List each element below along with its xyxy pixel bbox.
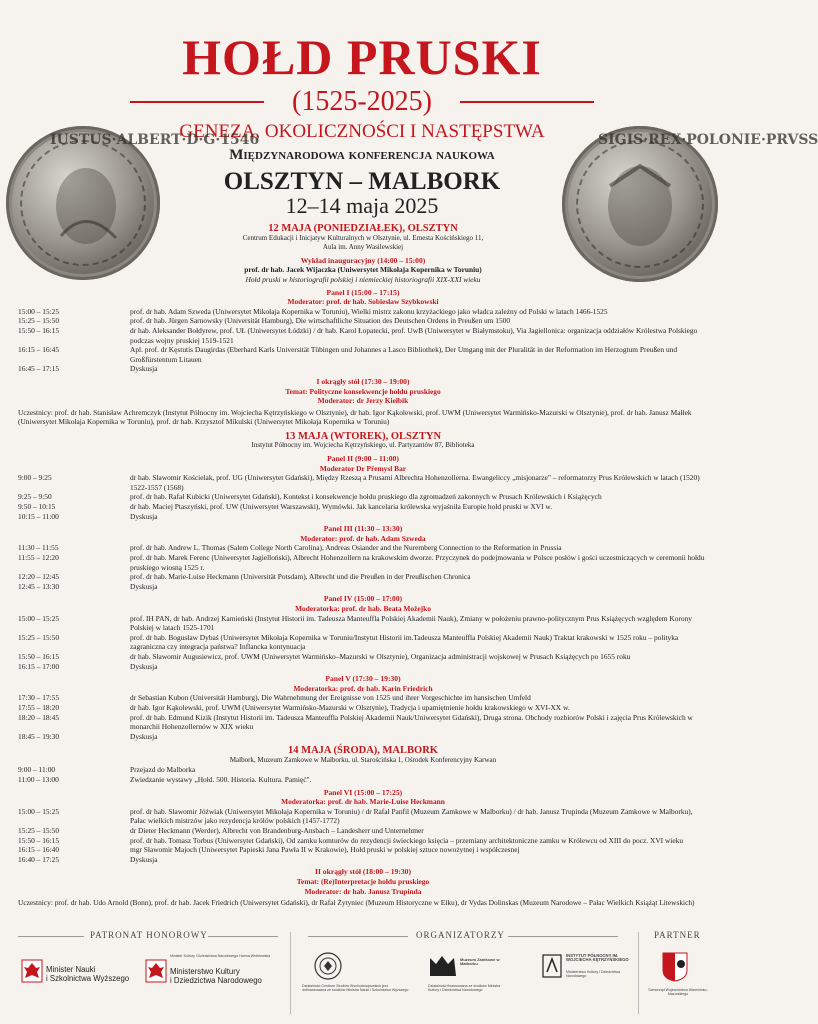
coin-right-legend: SIGIS·REX·POLONIE·PRVSS xyxy=(598,132,818,148)
coin-left-legend: IUSTUS·ALBERT·D·G·1546 xyxy=(50,132,260,148)
patron2-name: Ministerstwo Kultury i Dziedzictwa Narodowego xyxy=(170,967,262,985)
talk-description: Przejazd do Malborka xyxy=(130,765,196,775)
round2-heading: II okrągły stół (18:00 – 19:30) xyxy=(315,867,411,877)
org3-name: INSTYTUT PÓŁNOCNY IM. WOJCIECHA KĘTRZYŃSKIEGO xyxy=(566,953,629,963)
time-slot: 16:40 – 17:25 xyxy=(18,854,60,864)
round1-topic: Temat: Polityczne konsekwencje hołdu pruskiego xyxy=(285,386,441,396)
schedule-row xyxy=(18,845,708,855)
time-slot: 12:45 – 13:30 xyxy=(18,581,60,591)
time-slot: 15:25 – 15:50 xyxy=(18,826,60,836)
talk-description: prof. dr hab. Adam Szweda (Uniwersytet Mikołaja Kopernika w Toruniu), Wielki mistrz zakonu krzyżackiego jako władca zależny od Polski w latach 1466-1525 xyxy=(130,306,608,316)
eagle-emblem-icon xyxy=(22,960,42,982)
talk-description: Dyskusja xyxy=(130,581,158,591)
footer-divider-1 xyxy=(290,932,291,1014)
panel5-moderator: Moderatorka: prof. dr hab. Karin Friedrich xyxy=(293,683,433,693)
org1-note: Działalność Centrum Studiów Wschodniopruskich jest dofinansowana ze środków Ministra Nauki i Szkolnictwa Wyższego xyxy=(302,984,409,993)
day1-location: Centrum Edukacji i Inicjatyw Kulturalnych w Olsztynie, ul. Ernesta Kościńskiego 11, xyxy=(242,233,484,242)
talk-description: prof. dr hab. Tomasz Torbus (Uniwersytet Gdański), Od zamku komturów do rezydencji świeckiego księcia – przemiany architektoniczne zamku w Królewcu od XIII do pocz. XVI wieku xyxy=(130,835,684,845)
time-slot: 9:00 – 9:25 xyxy=(18,473,52,483)
org-line-right xyxy=(508,936,618,937)
time-slot: 18:45 – 19:30 xyxy=(18,731,60,741)
schedule-row xyxy=(18,713,708,732)
schedule-row xyxy=(18,775,708,785)
time-slot: 15:25 – 15:50 xyxy=(18,632,60,642)
schedule-row xyxy=(18,633,708,652)
day1-location-aula: Aula im. Anny Wasilewskiej xyxy=(322,243,404,252)
time-slot: 11:30 – 11:55 xyxy=(18,543,59,553)
schedule-row xyxy=(18,614,708,633)
subtitle: GENEZA, OKOLICZNOŚCI I NASTĘPSTWA xyxy=(179,121,545,142)
talk-description: dr Dieter Heckmann (Werder), Albrecht von Brandenburg-Ansbach – Landesherr und Unternehmer xyxy=(130,826,424,836)
panel5-list xyxy=(18,693,708,741)
patron-line-right xyxy=(208,936,278,937)
talk-description: Dyskusja xyxy=(130,511,158,521)
schedule-row xyxy=(18,826,708,836)
talk-description: dr hab. Aleksander Bołdyrew, prof. UŁ (Uniwersytet Łódzki) / dr hab. Karol Łopatecki, prof. UwB (Uniwersytet w Białymstoku), Via Jagiellonica: organizacja oddziałów Królestwa Polskiego podczas wojny pruskiej 1519-1521 xyxy=(130,325,698,345)
years: (1525-2025) xyxy=(292,86,432,117)
panel1-moderator: Moderator: prof. dr hab. Sobiesław Szybkowski xyxy=(287,297,439,307)
time-slot: 9:25 – 9:50 xyxy=(18,492,52,502)
talk-description: Dyskusja xyxy=(130,661,158,671)
talk-description: prof. IH PAN, dr hab. Andrzej Kamieński (Instytut Historii im. Tadeusza Manteuffla Polskiej Akademii Nauk), Zmiany w położeniu prawno-politycznym Prus Książęcych względem Korony Polskiej w latach 1525-1701 xyxy=(130,613,692,633)
partner-name: Samorząd Województwa Warmińsko-Mazurskiego xyxy=(648,988,708,997)
round1-heading: I okrągły stół (17:30 – 19:00) xyxy=(316,376,410,386)
panel2-list xyxy=(18,473,708,521)
time-slot: 16:45 – 17:15 xyxy=(18,364,60,374)
time-slot: 17:30 – 17:55 xyxy=(18,693,60,703)
schedule-row xyxy=(18,732,708,742)
day2-heading: 13 MAJA (WTOREK), OLSZTYN xyxy=(284,430,442,442)
day3-opening-list xyxy=(18,765,708,784)
talk-description: Apl. prof. dr Kęstutis Daugirdas (Eberhard Karls Universität Tübingen und Johannes a Lasco Bibliothek), Der Umgang mit der Pluralität in der Reformation im Herzogtum Preußen und Großfürstentum Litauen xyxy=(130,345,678,364)
eagle-emblem-icon xyxy=(146,960,166,982)
round2-moderator: Moderator: dr hab. Janusz Trupinda xyxy=(304,886,422,896)
time-slot: 10:15 – 11:00 xyxy=(18,511,59,521)
panel5-heading: Panel V (17:30 – 19:30) xyxy=(325,674,401,684)
panel6-list xyxy=(18,807,708,865)
footer xyxy=(18,930,708,1018)
round2-participants: Uczestnicy: prof. dr hab. Udo Arnold (Bonn), prof. dr hab. Jacek Friedrich (Uniwersytet Gdański), dr Rafał Żytyniec (Muzeum Historyczne w Ełku), dr Vydas Dolinskas (Muzeum Narodowe – Pałac Wielkich Książąt Litewskich) xyxy=(18,898,695,908)
time-slot: 15:50 – 16:15 xyxy=(18,651,60,661)
talk-description: prof. dr hab. Rafał Kubicki (Uniwersytet Gdański), Kontekst i konsekwencje hołdu pruskiego dla zgromadzeń zakonnych w Prusach Królewskich i Książęcych xyxy=(130,492,602,502)
talk-description: prof. dr hab. Jürgen Sarnowsky (Universität Hamburg), Die wirtschaftliche Situation des Deutschen Ordens in Preußen um 1500 xyxy=(130,316,511,326)
organizers-label: ORGANIZATORZY xyxy=(416,930,505,940)
time-slot: 18:20 – 18:45 xyxy=(18,712,60,722)
time-slot: 16:15 – 16:45 xyxy=(18,345,60,355)
panel1-heading: Panel I (15:00 – 17:15) xyxy=(326,287,400,297)
org3-note: Ministerstwo Kultury i Dziedzictwa Narodowego xyxy=(566,970,621,979)
schedule-row xyxy=(18,316,708,326)
time-slot: 17:55 – 18:20 xyxy=(18,702,60,712)
day3-heading: 14 MAJA (ŚRODA), MALBORK xyxy=(288,745,438,757)
programme xyxy=(18,222,708,908)
panel6-moderator: Moderatorka: prof. dr hab. Marie-Luise Heckmann xyxy=(281,797,445,807)
schedule-row xyxy=(18,703,708,713)
talk-description: dr Sebastian Kubon (Universität Hamburg), Die Wahrnehmung der Ereignisse von 1525 und ihrer Vorgeschichte im hansischen Umfeld xyxy=(130,693,531,703)
panel1-list xyxy=(18,307,708,374)
schedule-row xyxy=(18,807,708,826)
talk-description: dr hab. Sławomir Augusiewicz, prof. UWM (Uniwersytet Warmińsko–Mazurski w Olsztynie), Organizacja administracji wojskowej w Prusach Książęcych po 1655 roku xyxy=(130,651,631,661)
time-slot: 15:00 – 15:25 xyxy=(18,806,60,816)
schedule-row xyxy=(18,572,708,582)
schedule-row xyxy=(18,364,708,374)
time-slot: 11:00 – 13:00 xyxy=(18,775,59,785)
conference-type: Międzynarodowa konferencja naukowa xyxy=(229,147,495,163)
time-slot: 15:50 – 16:15 xyxy=(18,835,60,845)
time-slot: 15:50 – 16:15 xyxy=(18,325,60,335)
round2-topic: Temat: (Re)Interpretacje hołdu pruskiego xyxy=(296,877,430,886)
schedule-row xyxy=(18,345,708,364)
time-slot: 9:00 – 11:00 xyxy=(18,765,56,775)
day3-location: Malbork, Muzeum Zamkowe w Malborku, ul. Starościńska 1, Ośrodek Konferencyjny Karwan xyxy=(229,755,497,764)
footer-divider-2 xyxy=(638,932,639,1014)
keynote-title: Hołd pruski w historiografii polskiej i niemieckiej historiografii XIX-XXI wieku xyxy=(245,274,481,284)
talk-description: prof. dr hab. Marek Ferenc (Uniwersytet Jagielloński), Albrecht Hohenzollern na krakowskim dworze. Przyczynek do podejmowania w Polsce posłów i gości uczestniczących w ceremonii hołdu pruskiego wiosną 1525 r. xyxy=(130,553,705,572)
schedule-row xyxy=(18,512,708,522)
schedule-row xyxy=(18,326,708,345)
day2-location: Instytut Północny im. Wojciecha Kętrzyńskiego, ul. Partyzantów 87, Biblioteka xyxy=(251,441,475,450)
panel6-heading: Panel VI (15:00 – 17:25) xyxy=(323,787,403,797)
org2-name: Muzeum Zamkowe w Malborku xyxy=(460,957,500,967)
schedule-row xyxy=(18,543,708,553)
org-line-left xyxy=(308,936,408,937)
talk-description: Zwiedzanie wystawy „Hołd. 500. Historia. Kultura. Pamięć". xyxy=(130,775,312,785)
panel3-list xyxy=(18,543,708,591)
talk-description: prof. dr hab. Andrew L. Thomas (Salem College North Carolina), Andreas Osiander and the Nuremberg Connection to the Reformation in Prussia xyxy=(130,543,562,553)
keynote-speaker: prof. dr hab. Jacek Wijaczka (Uniwersytet Mikołaja Kopernika w Toruniu) xyxy=(244,265,482,275)
page-title: HOŁD PRUSKI xyxy=(182,29,542,85)
patron2-note: Minister Kultury i Dziedzictwa Narodowego Hanna Wróblewska xyxy=(170,954,271,958)
eastern-prussia-studies-logo-icon xyxy=(314,952,342,980)
talk-description: Dyskusja xyxy=(130,364,158,374)
panel4-moderator: Moderatorka: prof. dr hab. Beata Możejko xyxy=(295,603,431,613)
talk-description: prof. dr hab. Marie-Luise Heckmann (Universität Potsdam), Albrecht und die Preußen in der Preußischen Chronica xyxy=(130,572,471,582)
patron1-name: Minister Nauki i Szkolnictwa Wyższego xyxy=(46,965,130,983)
talk-description: prof. dr hab. Bogusław Dybaś (Uniwersytet Mikołaja Kopernika w Toruniu/Instytut Historii im.Tadeusza Manteuffla Polskiej Akademii Nauk) Traktat krakowski w 1525 roku – polityka zagraniczna czy integracja państwa? Inflancka kontynuacja xyxy=(130,632,679,652)
dates: 12–14 maja 2025 xyxy=(285,193,439,218)
day1-heading: 12 MAJA (PONIEDZIAŁEK), OLSZTYN xyxy=(268,223,458,234)
talk-description: dr hab. Maciej Ptaszyński, prof. UW (Uniwersytet Warszawski), Wymówki. Jak kancelaria królewska wyjaśniła Europie hołd pruski w XVI w. xyxy=(130,502,553,512)
schedule-row xyxy=(18,855,708,865)
warmia-masuria-coat-of-arms-icon xyxy=(662,952,688,982)
talk-description: Dyskusja xyxy=(130,854,158,864)
schedule-row xyxy=(18,492,708,502)
time-slot: 16:15 – 16:40 xyxy=(18,845,60,855)
time-slot: 15:00 – 15:25 xyxy=(18,613,60,623)
time-slot: 11:55 – 12:20 xyxy=(18,553,59,562)
talk-description: dr hab. Sławomir Kościelak, prof. UG (Uniwersytet Gdański), Między Rzeszą a Prusami Albrechta Hohenzollerna. Ewangeliccy „misjonarze" – reformatorzy Prus Królewskich w latach (1520) 1522-1557 (1568) xyxy=(130,473,700,492)
schedule-row xyxy=(18,582,708,592)
time-slot: 12:20 – 12:45 xyxy=(18,572,60,582)
talk-description: prof. dr hab. Edmund Kizik (Instytut Historii im. Tadeusza Manteuffla Polskiej Akademii Nauk/Uniwersytet Gdański), Druga strona. Obchody rozbiorów Polski i zajęcia Prus Królewskich w monarchii Hohenzollernów w XIX wieku xyxy=(130,712,693,732)
time-slot: 15:00 – 15:25 xyxy=(18,306,60,316)
panel2-moderator: Moderator Dr Přemysl Bar xyxy=(319,463,407,473)
schedule-row xyxy=(18,693,708,703)
patron-label: PATRONAT HONOROWY xyxy=(90,930,208,940)
schedule-row xyxy=(18,652,708,662)
partner-label: PARTNER xyxy=(654,930,701,940)
cities: OLSZTYN – MALBORK xyxy=(223,168,501,195)
schedule-row xyxy=(18,662,708,672)
time-slot: 16:15 – 17:00 xyxy=(18,661,60,671)
schedule-row xyxy=(18,307,708,317)
schedule-row xyxy=(18,836,708,846)
schedule-row xyxy=(18,473,708,492)
northern-institute-logo-icon xyxy=(542,954,562,978)
panel2-heading: Panel II (9:00 – 11:00) xyxy=(327,454,399,464)
schedule-row xyxy=(18,553,708,572)
panel4-list xyxy=(18,614,708,672)
schedule-row xyxy=(18,502,708,512)
round1-moderator: Moderator: dr Jerzy Kiełbik xyxy=(317,396,409,406)
panel3-moderator: Moderator: prof. dr hab. Adam Szweda xyxy=(300,533,426,543)
talk-description: mgr Sławomir Majoch (Uniwersytet Papieski Jana Pawła II w Krakowie), Hołd pruski w polskiej sztuce nowożytnej i współczesnej xyxy=(130,845,520,855)
talk-description: prof. dr hab. Sławomir Jóźwiak (Uniwersytet Mikołaja Kopernika w Toruniu) / dr Rafał Panfil (Muzeum Zamkowe w Malborku) / dr hab. Janusz Trupinda (Muzeum Zamkowe w Malborku), Pałac wielkich mistrzów jako rezydencja królów polskich (1457-1772) xyxy=(130,806,693,826)
time-slot: 15:25 – 15:50 xyxy=(18,316,60,326)
keynote-heading: Wykład inauguracyjny (14:00 – 15:00) xyxy=(300,255,426,265)
talk-description: dr hab. Igor Kąkolewski, prof. UWM (Uniwersytet Warmińsko-Mazurski w Olsztynie), Tradycja i upamiętnienie hołdu krakowskiego w XVI-XX w. xyxy=(130,702,570,712)
panel4-heading: Panel IV (15:00 – 17:00) xyxy=(323,594,403,604)
schedule-row xyxy=(18,765,708,775)
patron-line-left xyxy=(18,936,84,937)
talk-description: Dyskusja xyxy=(130,731,158,741)
panel3-heading: Panel III (11:30 – 13:30) xyxy=(323,524,403,534)
malbork-castle-museum-logo-icon xyxy=(428,954,458,978)
org2-note: Działalność finansowana ze środków Ministra Kultury i Dziedzictwa Narodowego xyxy=(428,984,501,993)
time-slot: 9:50 – 10:15 xyxy=(18,502,56,512)
round1-participants: Uczestnicy: prof. dr hab. Stanisław Achremczyk (Instytut Północny im. Wojciecha Kętrzyńskiego w Olsztynie), dr hab. Igor Kąkolewski, prof. UWM (Uniwersytet Warmińsko-Mazurski w Olsztynie), prof. dr hab. Janusz Małłek (Uniwersytet Mikołaja Kopernika w Toruniu), prof. dr hab. Krzysztof Mikulski (Uniwersytet Mikołaja Kopernika w Toruniu) xyxy=(18,407,692,427)
